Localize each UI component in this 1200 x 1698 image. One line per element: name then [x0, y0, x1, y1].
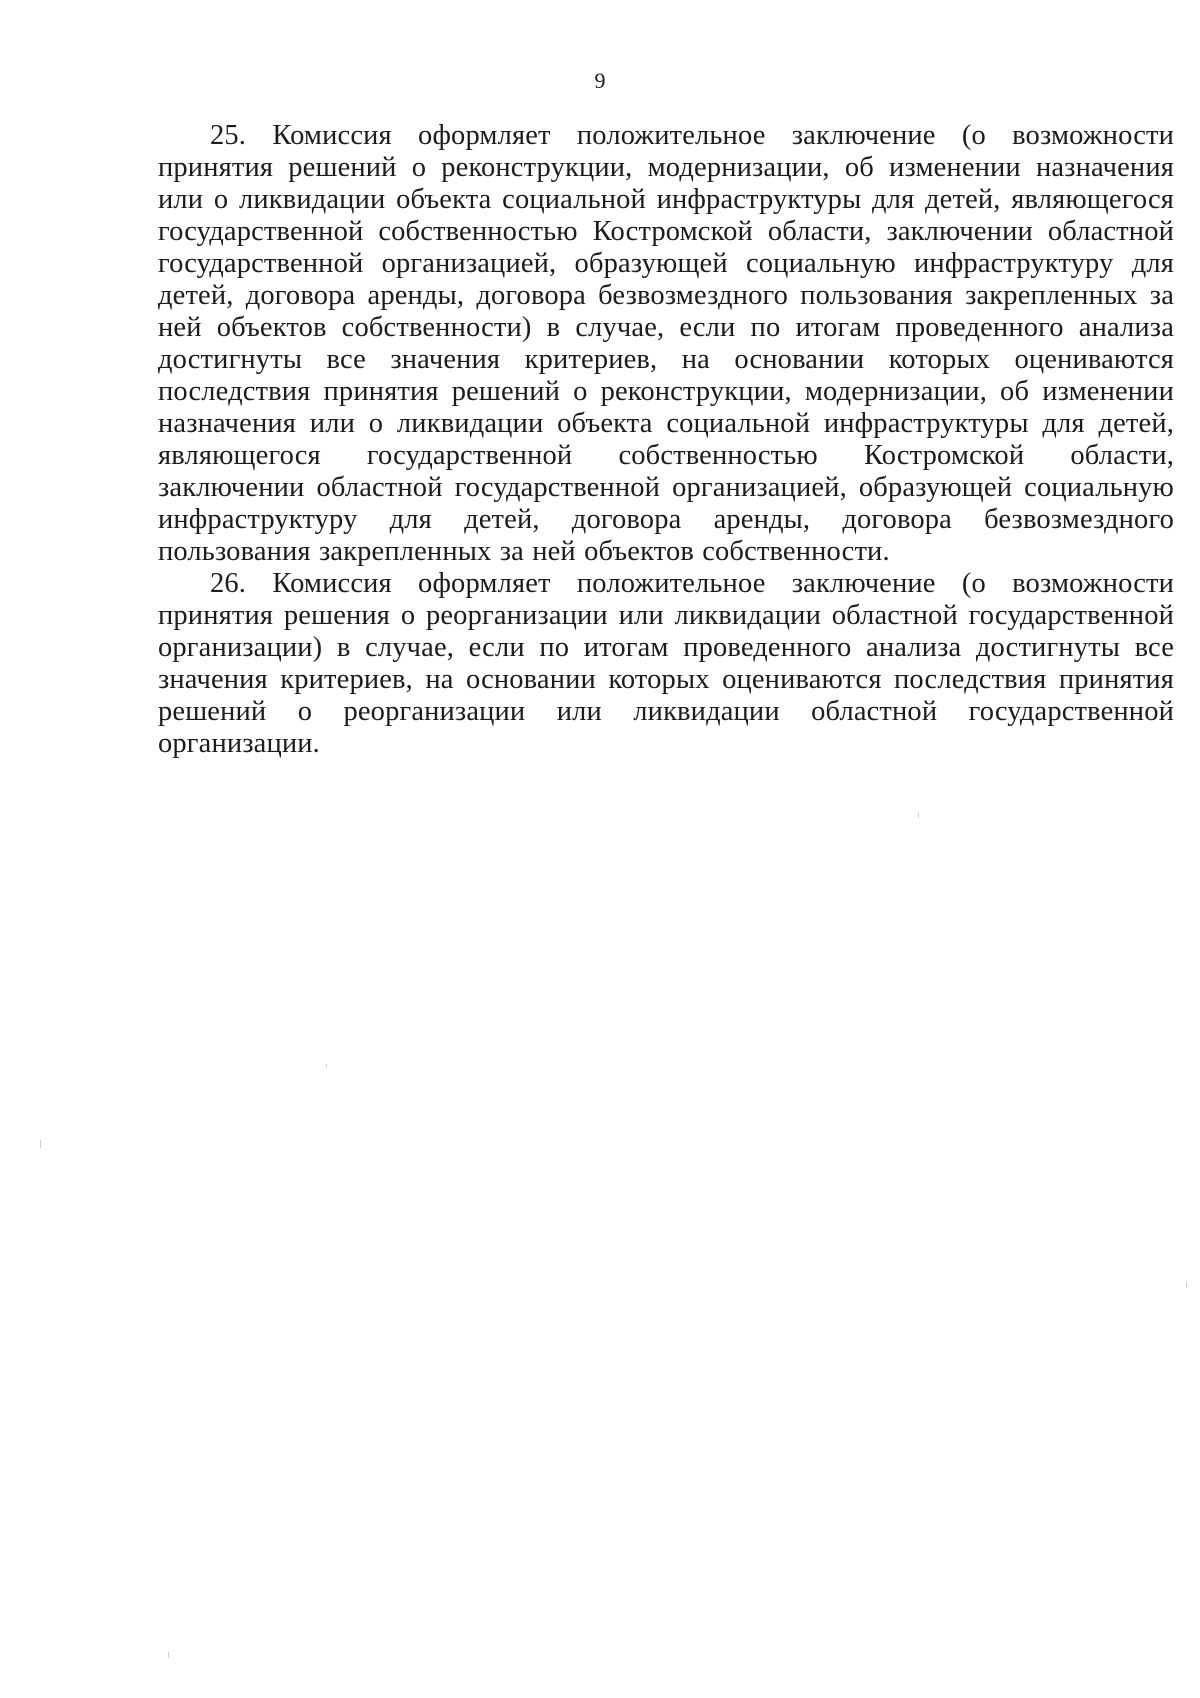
- page-number: 9: [594, 68, 606, 93]
- document-body: [158, 120, 1174, 760]
- paragraph-25: 25. Комиссия оформляет положительное заключение (о возможности принятия решений о реконструкции, модернизации, об изменении назначения или о ликвидации объекта социальной инфраструктуры для детей, являющегося государственной собственностью Костромской области, заключении областной государственной организацией, образующей социальную инфраструктуру для детей, договора аренды, договора безвозмездного пользования закрепленных за ней объектов собственности) в случае, если по итогам проведенного анализа достигнуты все значения критериев, на основании которых оцениваются последствия принятия решений о реконструкции, модернизации, об изменении назначения или о ликвидации объекта социальной инфраструктуры для детей, являющегося государственной собственностью Костромской области, заключении областной государственной организацией, образующей социальную инфраструктуру для детей, договора аренды, договора безвозмездного пользования закрепленных за ней объектов собственности.: [158, 120, 1174, 567]
- scan-speck: [1186, 1282, 1187, 1288]
- paragraph-26: 26. Комиссия оформляет положительное заключение (о возможности принятия решения о реорганизации или ликвидации областной государственной организации) в случае, если по итогам проведенного анализа достигнуты все значения критериев, на основании которых оцениваются последствия принятия решений о реорганизации или ликвидации областной государственной организации.: [158, 568, 1174, 759]
- scan-speck: [326, 1064, 327, 1068]
- scan-speck: [918, 812, 919, 818]
- scan-speck: [168, 1652, 169, 1658]
- scan-speck: [40, 1140, 41, 1148]
